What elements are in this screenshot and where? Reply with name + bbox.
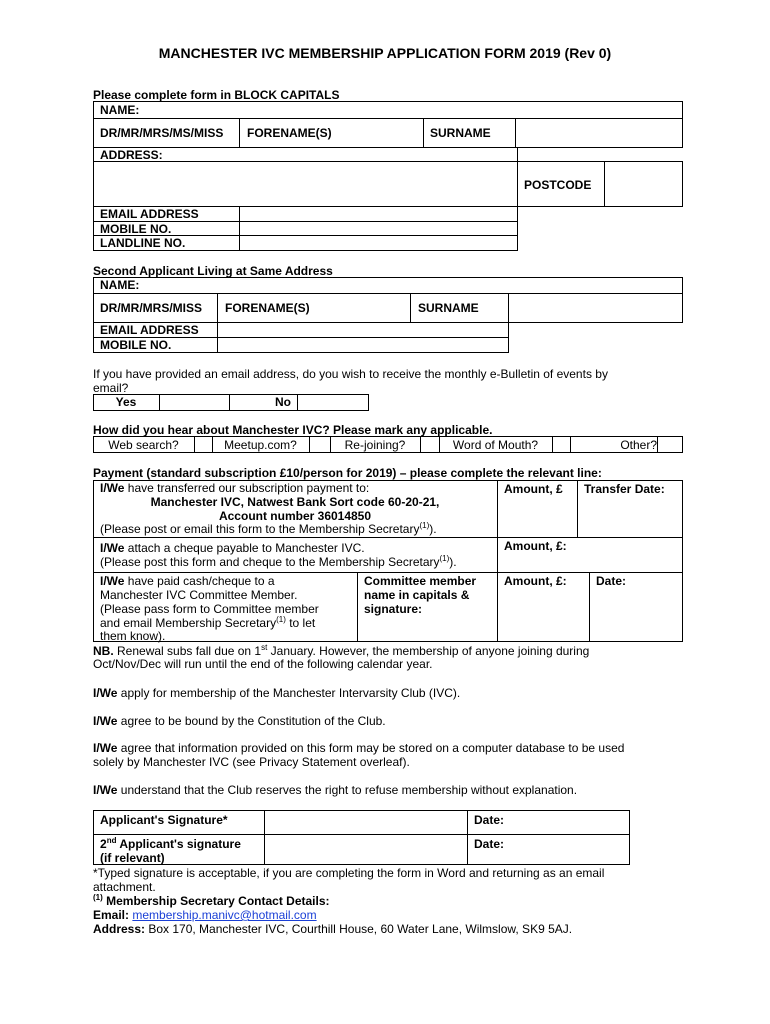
- block-capitals-instruction: Please complete form in BLOCK CAPITALS: [93, 88, 340, 102]
- name-label: NAME:: [100, 103, 140, 117]
- hear-other: Other?: [620, 438, 657, 452]
- committee-member-label-1: Committee member: [364, 574, 477, 588]
- second-forename-label: FORENAME(S): [225, 301, 310, 315]
- bulletin-yes-label: Yes: [115, 395, 137, 409]
- forename-label: FORENAME(S): [247, 126, 332, 140]
- hear-rejoining: Re-joining?: [344, 438, 406, 452]
- postcode-label: POSTCODE: [524, 178, 592, 192]
- transfer-amount-label: Amount, £: [504, 482, 563, 496]
- mobile-label: MOBILE NO.: [100, 222, 172, 236]
- second-email-label: EMAIL ADDRESS: [100, 323, 199, 337]
- committee-member-field[interactable]: [359, 617, 496, 641]
- secretary-address-line: Address: Box 170, Manchester IVC, Courthill House, 60 Water Lane, Wilmslow, SK9 5AJ.: [93, 922, 573, 936]
- second-name-label: NAME:: [100, 278, 140, 292]
- address-field[interactable]: [93, 161, 518, 207]
- declaration-constitution: I/We agree to be bound by the Constitution of the Club.: [93, 714, 386, 728]
- bulletin-yes-checkbox[interactable]: [160, 395, 228, 410]
- second-title-label: DR/MR/MRS/MISS: [100, 301, 202, 315]
- hear-web-search-checkbox[interactable]: [195, 437, 211, 452]
- second-name-header: [93, 277, 683, 294]
- applicant-signature-label: Applicant's Signature*: [100, 813, 228, 827]
- applicant-signature-field[interactable]: [266, 811, 466, 833]
- payment-cash-line3: (Please pass form to Committee member: [100, 602, 319, 616]
- payment-cash-line5: them know).: [100, 629, 166, 643]
- declaration-data-line1: I/We agree that information provided on this form may be stored on a computer database to be used: [93, 741, 625, 755]
- secretary-email-link[interactable]: membership.manivc@hotmail.com: [132, 908, 317, 922]
- second-surname-field[interactable]: [510, 295, 681, 321]
- cash-amount-field[interactable]: [499, 590, 588, 641]
- surname-label: SURNAME: [430, 126, 491, 140]
- hear-question: How did you hear about Manchester IVC? Please mark any applicable.: [93, 423, 493, 437]
- title-label: DR/MR/MRS/MS/MISS: [100, 126, 224, 140]
- second-mobile-field[interactable]: [219, 338, 507, 351]
- postcode-field[interactable]: [606, 163, 681, 205]
- typed-signature-note-1: *Typed signature is acceptable, if you are completing the form in Word and returning as an email: [93, 866, 605, 880]
- nb-renewal-line2: Oct/Nov/Dec will run until the end of the following calendar year.: [93, 657, 433, 671]
- email-field[interactable]: [241, 207, 516, 220]
- second-signature-relevant: (if relevant): [100, 851, 165, 865]
- second-date-label: Date:: [474, 837, 505, 851]
- hear-web-search: Web search?: [108, 438, 179, 452]
- hear-rejoining-checkbox[interactable]: [421, 437, 438, 452]
- bulletin-no-label: No: [275, 395, 291, 409]
- email-label: EMAIL ADDRESS: [100, 207, 199, 221]
- cash-date-field[interactable]: [591, 590, 682, 641]
- second-email-field[interactable]: [219, 323, 507, 336]
- transfer-date-field[interactable]: [579, 497, 682, 535]
- committee-member-label-2: name in capitals &: [364, 588, 470, 602]
- bulletin-question: If you have provided an email address, do you wish to receive the monthly e-Bulletin of events by: [93, 367, 608, 381]
- payment-cash-line1: I/We have paid cash/cheque to a: [100, 574, 275, 588]
- landline-label: LANDLINE NO.: [100, 236, 186, 250]
- declaration-apply: I/We apply for membership of the Manchester Intervarsity Club (IVC).: [93, 686, 461, 700]
- second-forename-field[interactable]: [219, 295, 408, 321]
- payment-heading: Payment (standard subscription £10/person for 2019) – please complete the relevant line:: [93, 466, 602, 480]
- payment-transfer-text: I/We have transferred our subscription payment to:: [100, 481, 370, 495]
- committee-member-label-3: signature:: [364, 602, 423, 616]
- transfer-date-label: Transfer Date:: [584, 482, 665, 496]
- forename-field[interactable]: [241, 120, 421, 146]
- cash-amount-label: Amount, £:: [504, 574, 567, 588]
- second-signature-field[interactable]: [266, 835, 466, 864]
- hear-meetup-checkbox[interactable]: [310, 437, 329, 452]
- typed-signature-note-2: attachment.: [93, 880, 156, 894]
- payment-cheque-note: (Please post this form and cheque to the Membership Secretary$^{(1)}$).: [100, 554, 457, 569]
- bank-details-line1: Manchester IVC, Natwest Bank Sort code 60-20-21,: [150, 495, 440, 509]
- declaration-refuse: I/We understand that the Club reserves the right to refuse membership without explanation.: [93, 783, 578, 797]
- hear-word-of-mouth-checkbox[interactable]: [553, 437, 569, 452]
- nb-renewal-line1: NB. Renewal subs fall due on 1st January. However, the membership of anyone joining during: [93, 643, 590, 658]
- cheque-amount-field[interactable]: [570, 539, 682, 571]
- hear-other-checkbox[interactable]: [658, 437, 682, 452]
- payment-cash-line2: Manchester IVC Committee Member.: [100, 588, 298, 602]
- second-surname-label: SURNAME: [418, 301, 479, 315]
- bulletin-no-checkbox[interactable]: [298, 395, 368, 410]
- secretary-heading: $^{(1)}$ Membership Secretary Contact Details:: [93, 893, 330, 908]
- payment-transfer-note: (Please post or email this form to the Membership Secretary$^{(1)}$).: [100, 521, 437, 536]
- bulletin-question-cont: email?: [93, 381, 129, 395]
- cash-date-label: Date:: [596, 574, 627, 588]
- second-applicant-heading: Second Applicant Living at Same Address: [93, 264, 333, 278]
- hear-word-of-mouth: Word of Mouth?: [452, 438, 539, 452]
- declaration-data-line2: solely by Manchester IVC (see Privacy Statement overleaf).: [93, 755, 410, 769]
- name-header-row: [93, 101, 683, 119]
- second-date-field[interactable]: [512, 835, 629, 864]
- payment-cash-line4: and email Membership Secretary$^{(1)}$ to let: [100, 615, 316, 630]
- transfer-amount-field[interactable]: [499, 497, 576, 535]
- mobile-field[interactable]: [241, 222, 516, 234]
- payment-cheque-text: I/We attach a cheque payable to Manchester IVC.: [100, 541, 365, 555]
- hear-meetup: Meetup.com?: [224, 438, 297, 452]
- landline-field[interactable]: [241, 236, 516, 249]
- bank-details-line2: Account number 36014850: [218, 509, 372, 523]
- page-title: MANCHESTER IVC MEMBERSHIP APPLICATION FORM 2019 (Rev 0): [158, 45, 612, 61]
- second-mobile-label: MOBILE NO.: [100, 338, 172, 352]
- second-signature-label: 2nd Applicant's signature: [100, 836, 241, 851]
- cheque-amount-label: Amount, £:: [504, 539, 567, 553]
- applicant-date-field[interactable]: [512, 811, 629, 833]
- surname-field[interactable]: [517, 120, 681, 146]
- address-label: ADDRESS:: [100, 148, 163, 162]
- applicant-date-label: Date:: [474, 813, 505, 827]
- secretary-email-line: Email: membership.manivc@hotmail.com: [93, 908, 317, 922]
